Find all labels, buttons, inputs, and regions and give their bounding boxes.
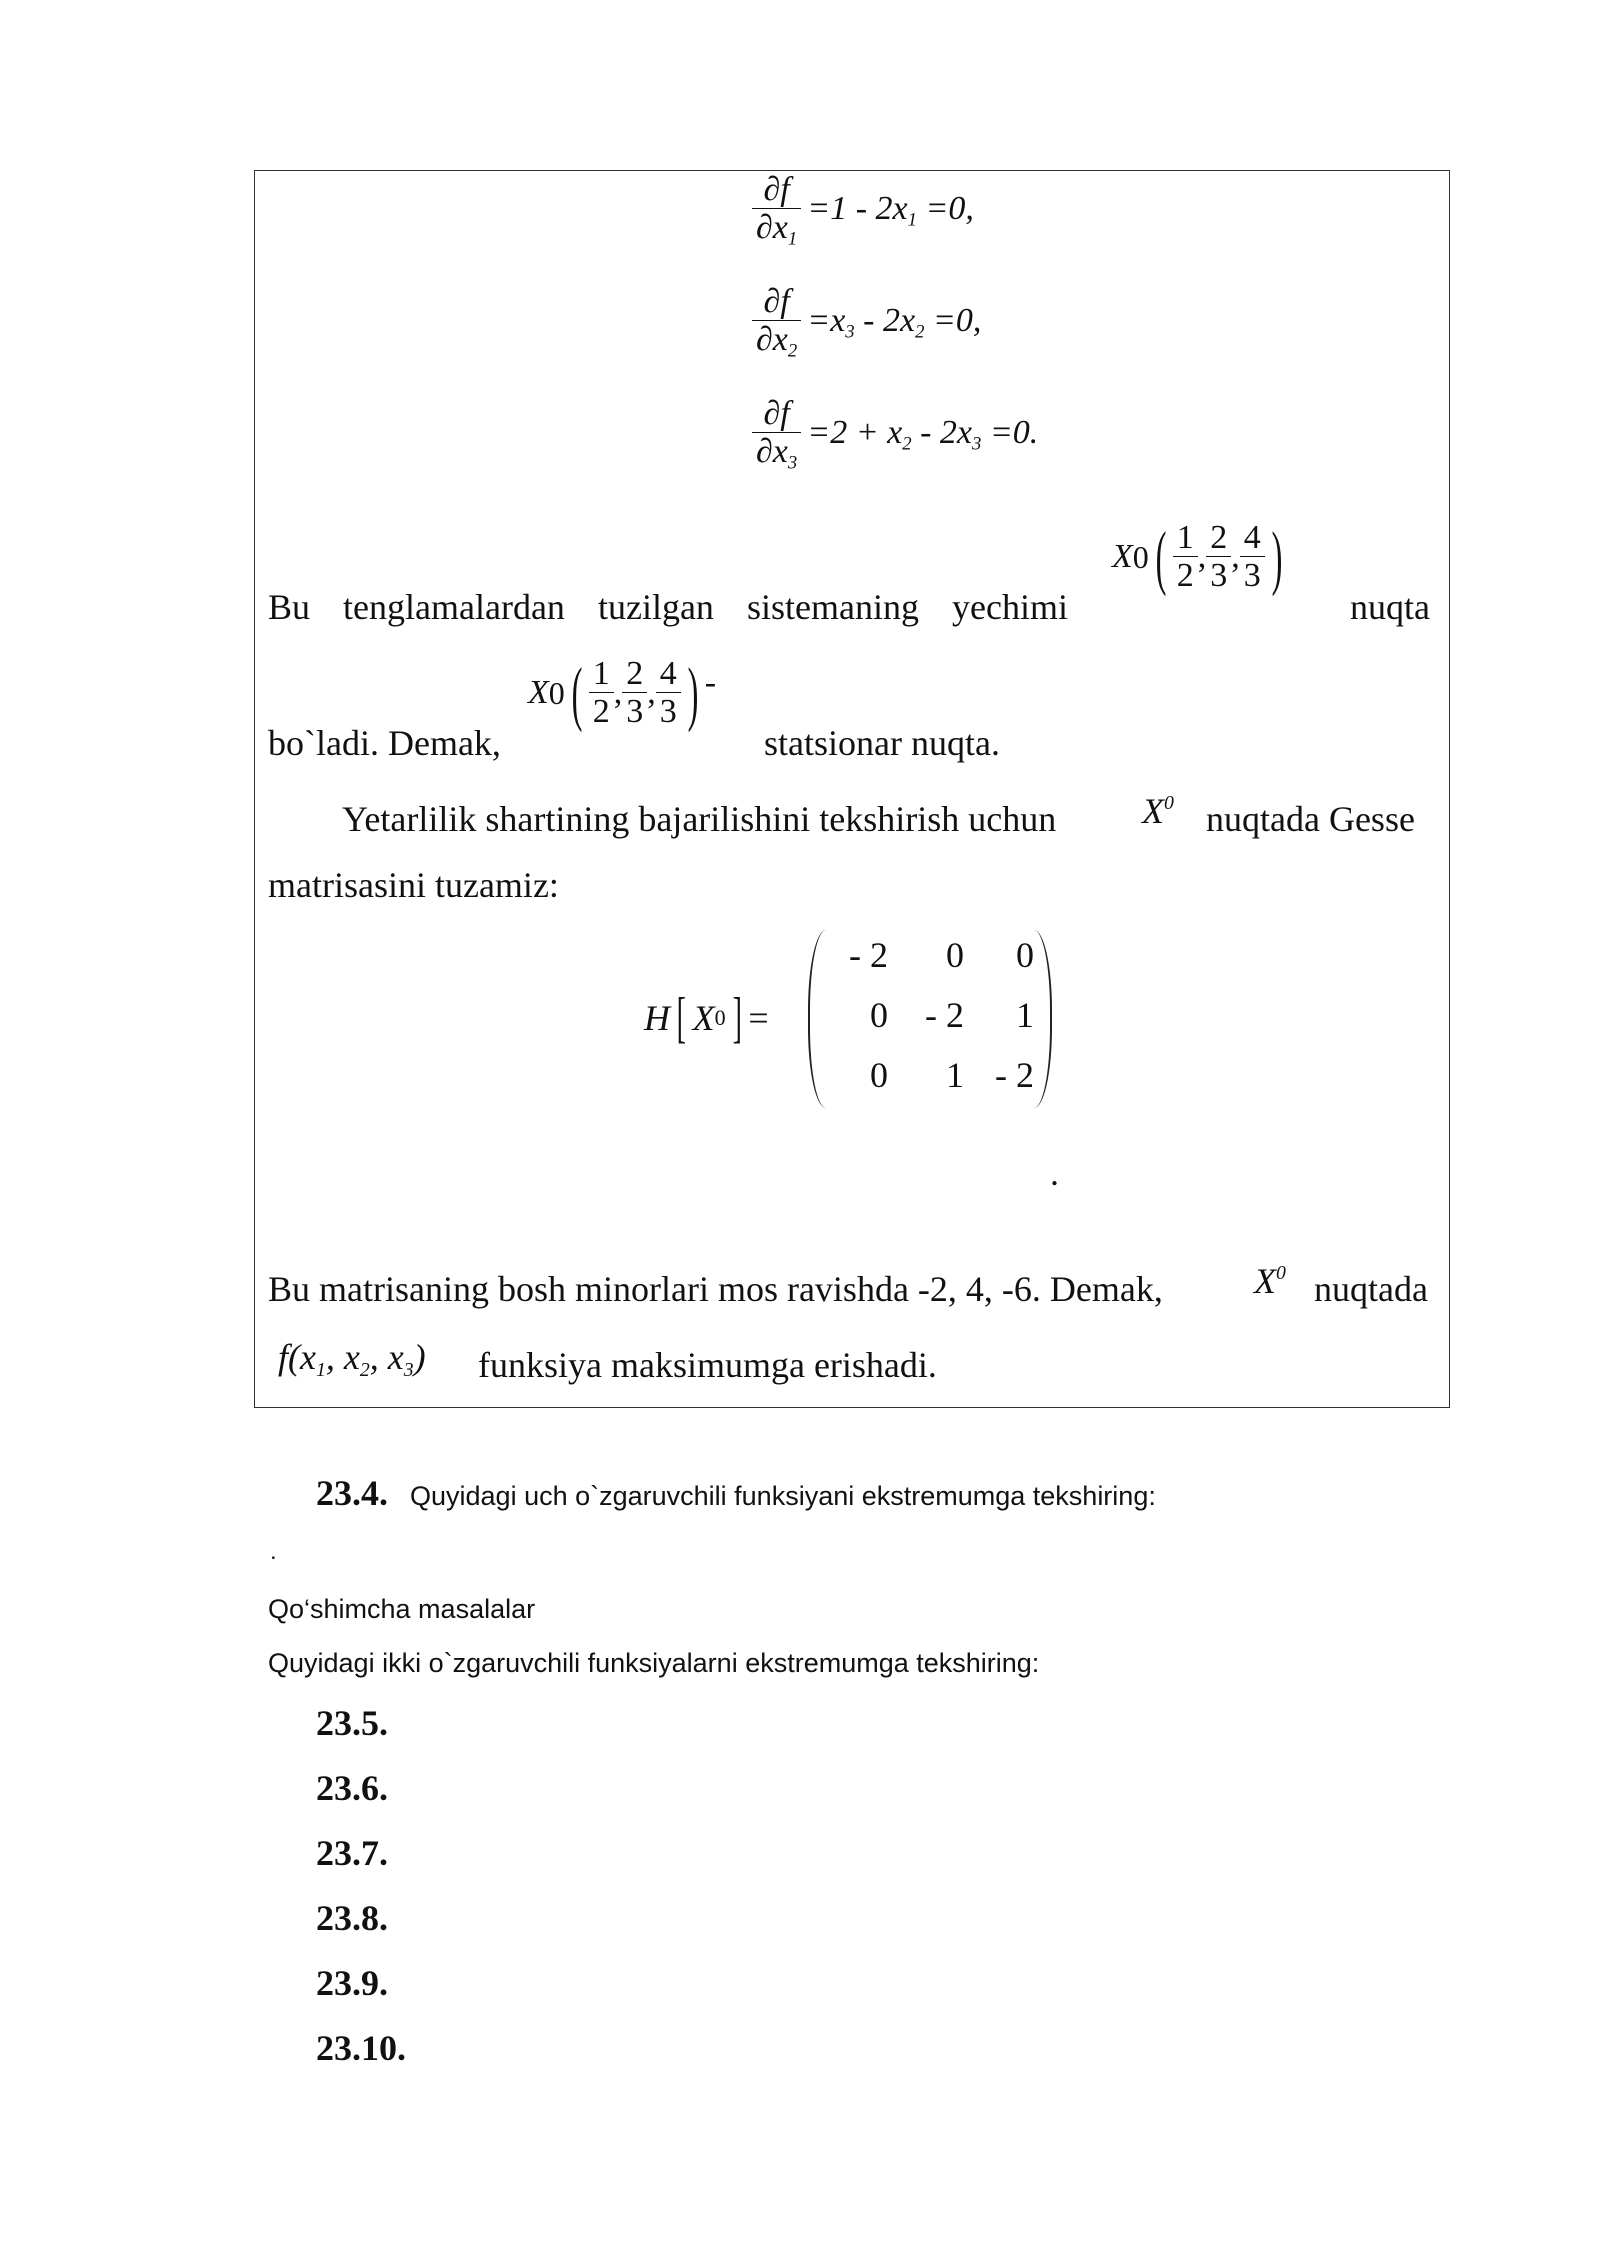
para3-line1-start: Bu matrisaning bosh minorlari mos ravishda -2, 4, -6. Demak, [268, 1269, 1163, 1309]
matrix-cell: - 2 [925, 995, 964, 1035]
matrix-cell: 0 [870, 995, 888, 1035]
matrix-cell: - 2 [995, 1055, 1034, 1095]
extra-title: Qo‘shimcha masalalar [268, 1594, 536, 1624]
para3-line2-end: funksiya maksimumga erishadi. [478, 1345, 937, 1385]
function-f: $f(x_1$, $x_2$, $x_3$) [278, 1337, 426, 1381]
hessian-label: H [ X 0 ] = [644, 987, 769, 1049]
problem-number: 23.7. [316, 1833, 388, 1873]
para2-line2: matrisasini tuzamiz: [268, 865, 559, 905]
derivative-eq-2: $\frac{\partial f}{\partial x_2}$ $=x_3 - 2x_2 =0$, [752, 284, 981, 362]
matrix-cell: 0 [946, 935, 964, 975]
problem-number: 23.8. [316, 1898, 388, 1938]
matrix-period: . [1050, 1153, 1059, 1193]
stray-dot: . [270, 1538, 277, 1565]
problem-number: 23.6. [316, 1768, 388, 1808]
para3-line1-end: nuqtada [1314, 1269, 1428, 1309]
para1-line1: Bu tenglamalardan tuzilgan sistemaning yechimi [268, 587, 1068, 627]
problem-number: 23.9. [316, 1963, 388, 2003]
problem-number: 23.10. [316, 2028, 406, 2068]
problem-number: 23.5. [316, 1703, 388, 1743]
point-x0-2: X 0 ( $\frac{1}{2}$ , $\frac{2}{3}$ , $\frac{4}{3}$ ) - [528, 653, 717, 734]
para1-tail: nuqta [1350, 587, 1430, 627]
matrix-cell: - 2 [849, 935, 888, 975]
derivative-eq-3: $\frac{\partial f}{\partial x_3}$ $=2 + x_2 - 2x_3 =0$. [752, 396, 1038, 474]
matrix-cell: 0 [1016, 935, 1034, 975]
para2-line1-start: Yetarlilik shartining bajarilishini tekshirish uchun [342, 799, 1057, 839]
para2-line1-end: nuqtada Gesse [1206, 799, 1415, 839]
hessian-matrix [818, 934, 1034, 1096]
x0-inline-2: $X^0$ [1254, 1261, 1286, 1301]
extra-intro: Quyidagi ikki o`zgaruvchili funksiyalarni ekstremumga tekshiring: [268, 1648, 1040, 1678]
problem-23-4: 23.4. Quyidagi uch o`zgaruvchili funksiyani ekstremumga tekshiring: [316, 1473, 1156, 1513]
point-x0-1: X 0 ( $\frac{1}{2}$ , $\frac{2}{3}$ , $\frac{4}{3}$ ) [1112, 517, 1283, 598]
matrix-cell: 1 [1016, 995, 1034, 1035]
para1-line2-start: bo`ladi. Demak, [268, 723, 501, 763]
x0-inline-1: $X^0$ [1142, 791, 1174, 831]
matrix-cell: 0 [870, 1055, 888, 1095]
derivative-eq-1: $\frac{\partial f}{\partial x_1}$ $=1 - 2x_1 =0$, [752, 172, 974, 250]
matrix-cell: 1 [946, 1055, 964, 1095]
para1-line2-end: statsionar nuqta. [764, 723, 1000, 763]
